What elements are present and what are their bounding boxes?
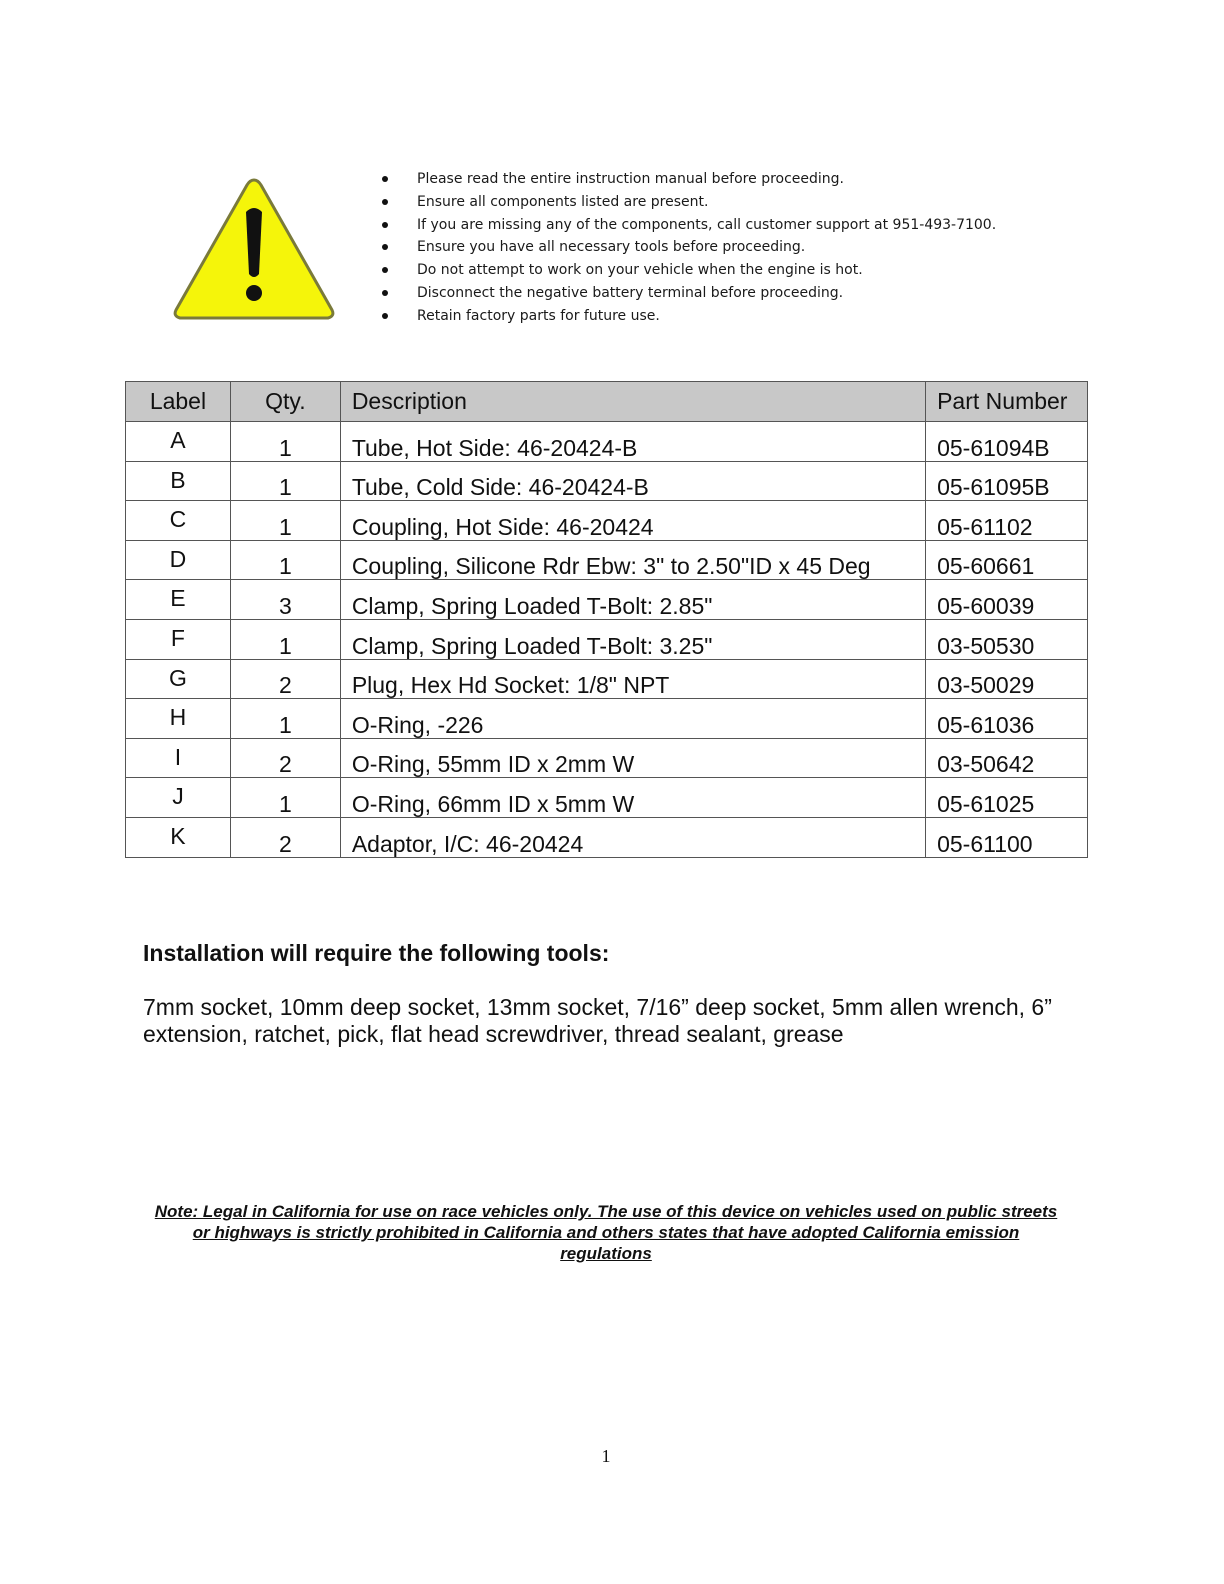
cell-description: Coupling, Hot Side: 46-20424 bbox=[340, 501, 925, 541]
table-row bbox=[126, 778, 1088, 818]
cell-label: I bbox=[126, 738, 231, 778]
cell-description: Coupling, Silicone Rdr Ebw: 3" to 2.50"ID x 45 Deg bbox=[340, 540, 925, 580]
cell-qty: 1 bbox=[230, 619, 340, 659]
cell-qty: 1 bbox=[230, 540, 340, 580]
cell-qty: 1 bbox=[230, 422, 340, 462]
table-row bbox=[126, 817, 1088, 857]
cell-label: C bbox=[126, 501, 231, 541]
cell-qty: 3 bbox=[230, 580, 340, 620]
cell-part-number: 03-50029 bbox=[926, 659, 1088, 699]
page-number: 1 bbox=[601, 1446, 611, 1466]
warning-triangle-icon bbox=[170, 174, 338, 324]
cell-qty: 1 bbox=[230, 461, 340, 501]
cell-label: B bbox=[126, 461, 231, 501]
bullet-item: If you are missing any of the components, call customer support at 951-493-7100. bbox=[382, 214, 996, 237]
table-row bbox=[126, 540, 1088, 580]
cell-part-number: 05-60039 bbox=[926, 580, 1088, 620]
cell-label: G bbox=[126, 659, 231, 699]
table-row bbox=[126, 422, 1088, 462]
header-label: Label bbox=[126, 382, 231, 422]
cell-description: Clamp, Spring Loaded T-Bolt: 2.85" bbox=[340, 580, 925, 620]
table-row bbox=[126, 699, 1088, 739]
bullet-item: Ensure all components listed are present. bbox=[382, 191, 996, 214]
bullet-item: Ensure you have all necessary tools before proceeding. bbox=[382, 236, 996, 259]
cell-label: E bbox=[126, 580, 231, 620]
table-row bbox=[126, 461, 1088, 501]
cell-part-number: 03-50642 bbox=[926, 738, 1088, 778]
safety-bullet-list bbox=[382, 168, 996, 328]
legal-note: Note: Legal in California for use on race vehicles only. The use of this device on vehicles used on public streets or highways is strictly prohibited in California and others states that have adopted California emission regulations bbox=[154, 1202, 1058, 1263]
cell-qty: 1 bbox=[230, 778, 340, 818]
cell-label: J bbox=[126, 778, 231, 818]
cell-description: O-Ring, 66mm ID x 5mm W bbox=[340, 778, 925, 818]
cell-qty: 2 bbox=[230, 817, 340, 857]
table-row bbox=[126, 659, 1088, 699]
header-description: Description bbox=[340, 382, 925, 422]
cell-description: Adaptor, I/C: 46-20424 bbox=[340, 817, 925, 857]
parts-table-header-row bbox=[126, 382, 1088, 422]
cell-label: D bbox=[126, 540, 231, 580]
table-row bbox=[126, 580, 1088, 620]
cell-part-number: 03-50530 bbox=[926, 619, 1088, 659]
cell-label: H bbox=[126, 699, 231, 739]
parts-table bbox=[125, 381, 1088, 858]
tools-heading: Installation will require the following tools: bbox=[143, 940, 610, 966]
bullet-item: Do not attempt to work on your vehicle when the engine is hot. bbox=[382, 259, 996, 282]
cell-description: Tube, Hot Side: 46-20424-B bbox=[340, 422, 925, 462]
tools-list-text: 7mm socket, 10mm deep socket, 13mm socket, 7/16” deep socket, 5mm allen wrench, 6” extension, ratchet, pick, flat head screwdriver, thread sealant, grease bbox=[143, 994, 1052, 1047]
cell-part-number: 05-61025 bbox=[926, 778, 1088, 818]
cell-part-number: 05-61095B bbox=[926, 461, 1088, 501]
header-part-number: Part Number bbox=[926, 382, 1088, 422]
cell-part-number: 05-61102 bbox=[926, 501, 1088, 541]
table-row bbox=[126, 619, 1088, 659]
bullet-item: Disconnect the negative battery terminal before proceeding. bbox=[382, 282, 996, 305]
table-row bbox=[126, 501, 1088, 541]
cell-qty: 1 bbox=[230, 501, 340, 541]
cell-description: O-Ring, 55mm ID x 2mm W bbox=[340, 738, 925, 778]
bullet-item: Please read the entire instruction manual before proceeding. bbox=[382, 168, 996, 191]
cell-part-number: 05-61100 bbox=[926, 817, 1088, 857]
cell-part-number: 05-60661 bbox=[926, 540, 1088, 580]
bullet-item: Retain factory parts for future use. bbox=[382, 305, 996, 328]
cell-part-number: 05-61036 bbox=[926, 699, 1088, 739]
cell-description: Plug, Hex Hd Socket: 1/8" NPT bbox=[340, 659, 925, 699]
cell-description: O-Ring, -226 bbox=[340, 699, 925, 739]
cell-label: F bbox=[126, 619, 231, 659]
table-row bbox=[126, 738, 1088, 778]
cell-qty: 1 bbox=[230, 699, 340, 739]
cell-label: A bbox=[126, 422, 231, 462]
cell-qty: 2 bbox=[230, 738, 340, 778]
cell-description: Tube, Cold Side: 46-20424-B bbox=[340, 461, 925, 501]
cell-label: K bbox=[126, 817, 231, 857]
header-qty: Qty. bbox=[230, 382, 340, 422]
cell-description: Clamp, Spring Loaded T-Bolt: 3.25" bbox=[340, 619, 925, 659]
cell-part-number: 05-61094B bbox=[926, 422, 1088, 462]
cell-qty: 2 bbox=[230, 659, 340, 699]
